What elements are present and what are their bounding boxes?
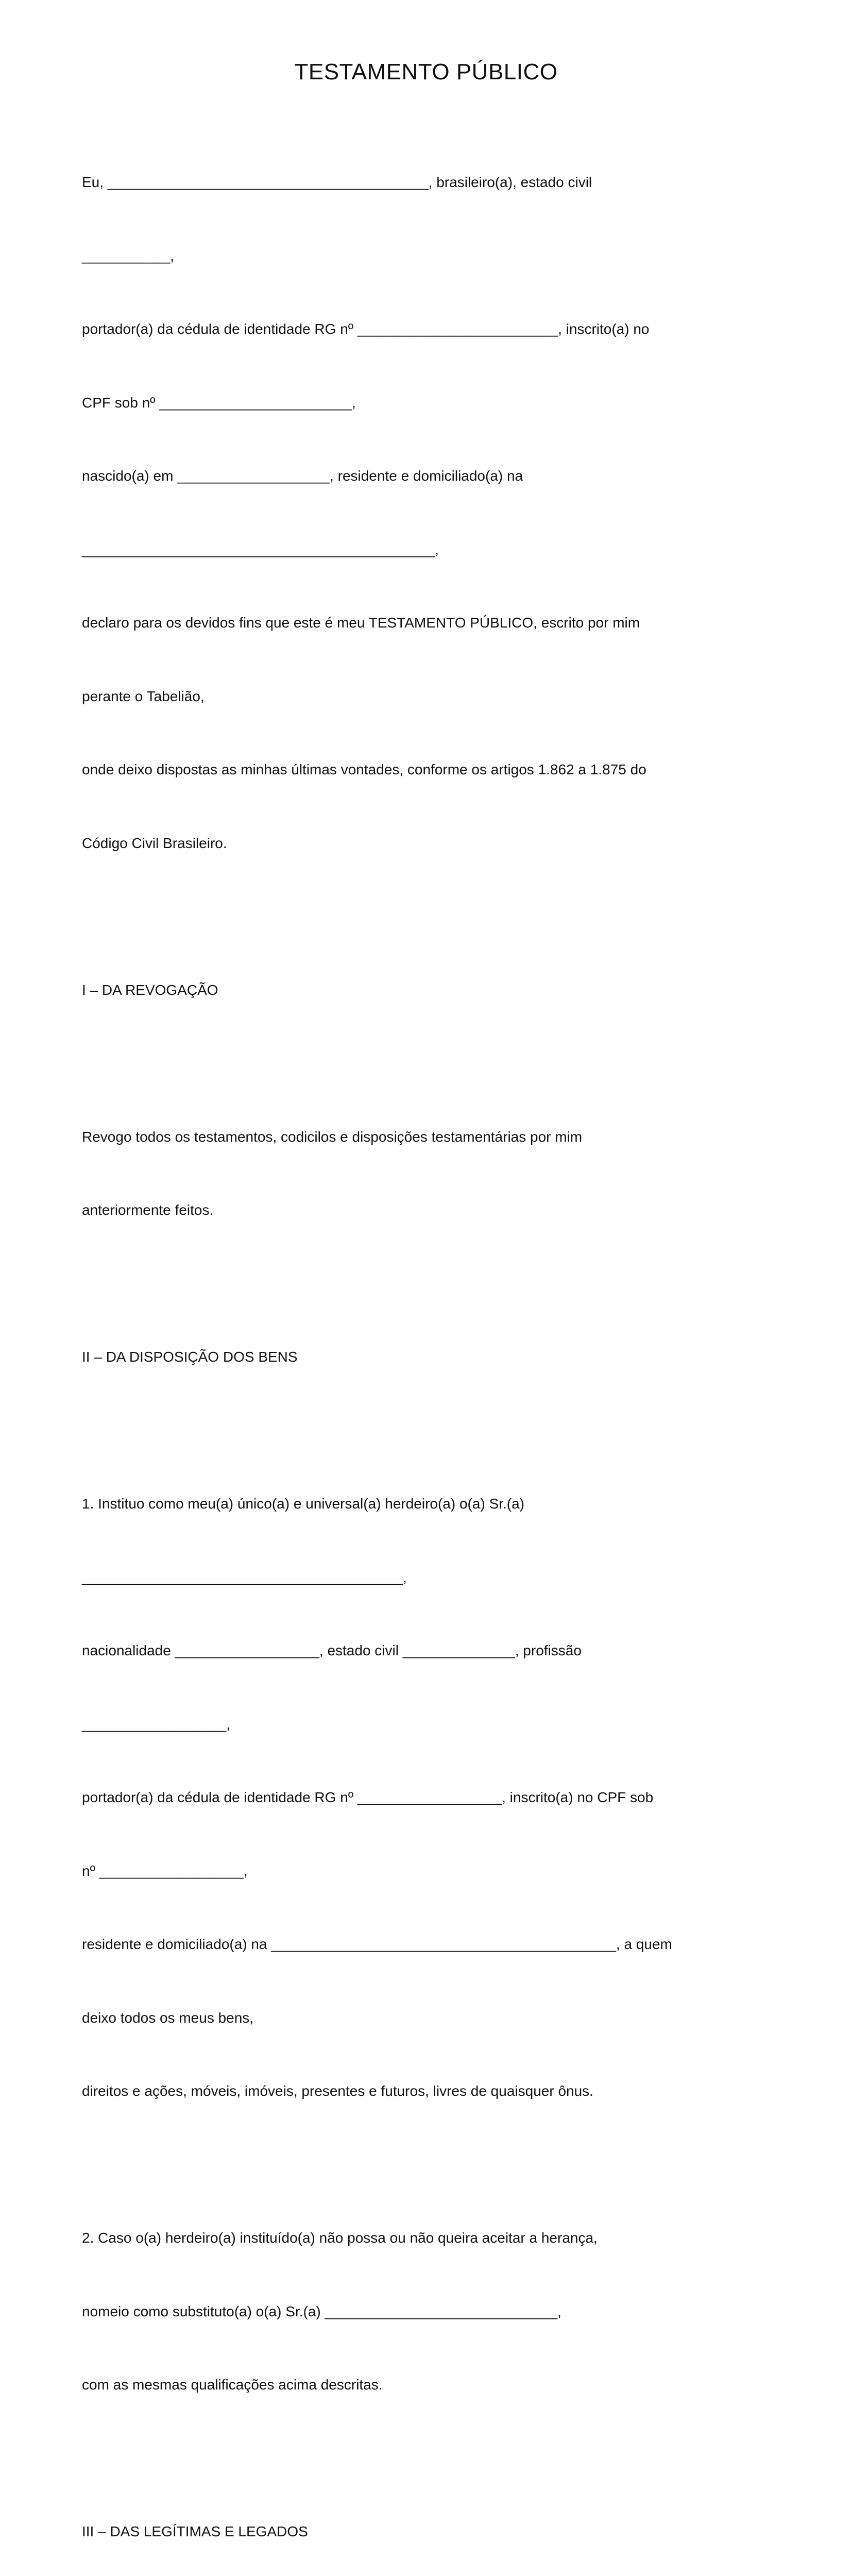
- text-line: Código Civil Brasileiro.: [82, 835, 227, 851]
- section-heading-revogacao: I – DA REVOGAÇÃO: [82, 981, 218, 998]
- text-line: declaro para os devidos fins que este é meu TESTAMENTO PÚBLICO, escrito por mim: [82, 615, 640, 631]
- text-line: portador(a) da cédula de identidade RG nº _________________________, inscrito(a) no: [82, 321, 650, 337]
- text-line: com as mesmas qualificações acima descritas.: [82, 2377, 383, 2393]
- text-line: __________________,: [82, 1716, 231, 1732]
- text-line: nascido(a) em ___________________, residente e domiciliado(a) na: [82, 468, 523, 484]
- blank-line: [82, 2153, 762, 2177]
- blank-line: [82, 1051, 762, 1076]
- text-line: nomeio como substituto(a) o(a) Sr.(a) _____________________________,: [82, 2303, 561, 2319]
- text-line: ________________________________________,: [82, 1569, 407, 1585]
- text-line: Revogo todos os testamentos, codicilos e disposições testamentárias por mim: [82, 1128, 583, 1145]
- text-line: deixo todos os meus bens,: [82, 2009, 254, 2026]
- text-line: onde deixo dispostas as minhas últimas vontades, conforme os artigos 1.862 a 1.875 do: [82, 761, 646, 777]
- text-line: perante o Tabelião,: [82, 688, 205, 704]
- text-line: 2. Caso o(a) herdeiro(a) instituído(a) não possa ou não queira aceitar a herança,: [82, 2230, 598, 2246]
- text-line: Eu, ________________________________________, brasileiro(a), estado civil: [82, 174, 592, 190]
- blank-line: [82, 1272, 762, 1296]
- text-line: ____________________________________________,: [82, 541, 439, 557]
- text-line: CPF sob nº ________________________,: [82, 394, 356, 411]
- section-heading-disposicao: II – DA DISPOSIÇÃO DOS BENS: [82, 1349, 298, 1365]
- document-title: TESTAMENTO PÚBLICO: [294, 59, 558, 84]
- text-line: direitos e ações, móveis, imóveis, presentes e futuros, livres de quaisquer ônus.: [82, 2083, 593, 2099]
- document-body: [82, 121, 762, 2576]
- blank-line: [82, 1418, 762, 1443]
- text-line: portador(a) da cédula de identidade RG nº __________________, inscrito(a) no CPF sob: [82, 1789, 654, 1805]
- section-heading-legitimas: III – DAS LEGÍTIMAS E LEGADOS: [82, 2523, 308, 2539]
- text-line: residente e domiciliado(a) na ___________________________________________, a quem: [82, 1936, 672, 1952]
- text-line: 1. Instituo como meu(a) único(a) e universal(a) herdeiro(a) o(a) Sr.(a): [82, 1496, 525, 1512]
- blank-line: [82, 2446, 762, 2471]
- blank-line: [82, 904, 762, 929]
- text-line: anteriormente feitos.: [82, 1202, 214, 1218]
- text-line: ___________,: [82, 247, 175, 264]
- text-line: nacionalidade __________________, estado civil ______________, profissão: [82, 1642, 582, 1658]
- text-line: nº __________________,: [82, 1862, 248, 1879]
